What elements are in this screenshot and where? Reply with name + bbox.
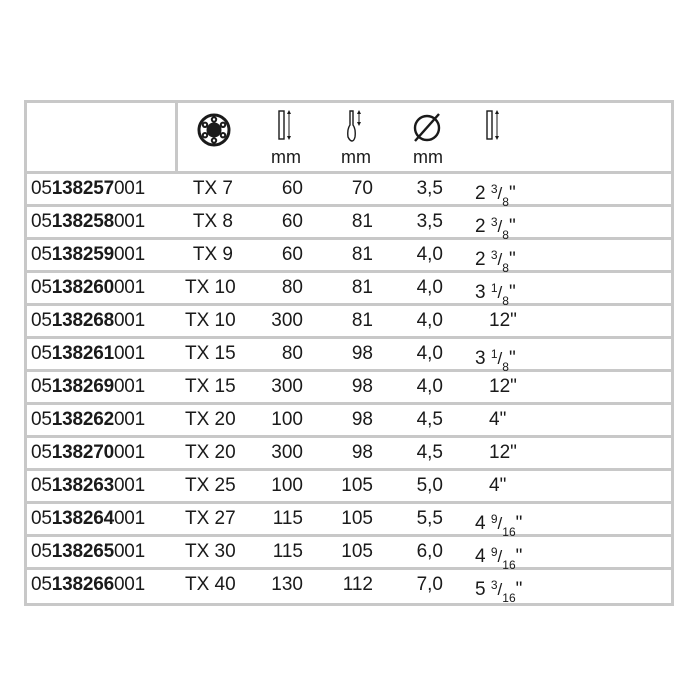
blade-length: 70 <box>351 178 373 199</box>
blade-length: 98 <box>351 409 373 430</box>
inch-mark: " <box>515 546 523 567</box>
overall-length: 130 <box>271 574 303 595</box>
article-core: 138269 <box>51 376 114 397</box>
inch-numerator: 9 <box>490 512 498 526</box>
header-divider <box>175 103 178 174</box>
article-suffix: 001 <box>113 277 146 298</box>
article-core: 138261 <box>51 343 114 364</box>
article-core: 138265 <box>51 541 114 562</box>
header-row <box>27 103 671 174</box>
inch-mark: " <box>508 249 516 270</box>
table-body <box>27 174 671 603</box>
unit-mm-2: mm <box>341 147 371 167</box>
article-number <box>31 438 145 468</box>
table-row <box>27 438 671 471</box>
article-suffix: 001 <box>113 508 146 529</box>
inch-numerator: 1 <box>490 281 498 295</box>
blade-length: 81 <box>351 277 373 298</box>
unit-mm-3: mm <box>413 147 443 167</box>
inch-denominator: 8 <box>502 294 509 308</box>
inch-numerator: 3 <box>490 248 498 262</box>
blade-length: 81 <box>351 244 373 265</box>
diameter: 6,0 <box>416 541 443 562</box>
inch-numerator: 1 <box>490 347 498 361</box>
blade-length: 98 <box>351 376 373 397</box>
article-prefix: 05 <box>31 442 52 463</box>
article-prefix: 05 <box>31 277 52 298</box>
table-row <box>27 471 671 504</box>
overall-length: 115 <box>272 508 303 529</box>
blade-length: 105 <box>341 508 373 529</box>
inch-denominator: 8 <box>502 228 509 242</box>
table-row <box>27 174 671 207</box>
article-prefix: 05 <box>31 178 52 199</box>
torx-size: TX 9 <box>192 244 233 265</box>
inch-length <box>489 438 517 468</box>
inch-length <box>475 537 523 572</box>
torx-size: TX 27 <box>185 508 236 529</box>
torx-size: TX 8 <box>192 211 233 232</box>
inch-whole: 2 <box>475 183 491 204</box>
fraction-slash: / <box>497 184 503 203</box>
article-prefix: 05 <box>31 475 52 496</box>
diameter: 5,0 <box>416 475 443 496</box>
table-row <box>27 372 671 405</box>
article-core: 138257 <box>51 178 114 199</box>
article-number <box>31 306 145 336</box>
inch-denominator: 8 <box>502 195 509 209</box>
inch-length <box>489 405 506 435</box>
overall-length: 300 <box>271 310 303 331</box>
diameter: 4,0 <box>416 310 443 331</box>
article-prefix: 05 <box>31 211 52 232</box>
article-number <box>31 240 145 270</box>
article-suffix: 001 <box>113 409 146 430</box>
blade-length: 98 <box>351 343 373 364</box>
article-core: 138264 <box>51 508 114 529</box>
fraction-slash: / <box>497 547 503 566</box>
article-core: 138270 <box>51 442 114 463</box>
inch-value: 4" <box>489 475 507 496</box>
fraction-slash: / <box>497 283 503 302</box>
article-suffix: 001 <box>113 475 146 496</box>
overall-length: 115 <box>272 541 303 562</box>
inch-mark: " <box>508 183 516 204</box>
inch-numerator: 3 <box>490 182 498 196</box>
fraction-slash: / <box>497 217 503 236</box>
article-suffix: 001 <box>113 442 146 463</box>
torx-size: TX 25 <box>185 475 236 496</box>
blade-length: 81 <box>351 310 373 331</box>
torx-size: TX 10 <box>185 310 236 331</box>
article-core: 138262 <box>51 409 114 430</box>
unit-mm-1: mm <box>271 147 301 167</box>
overall-length: 60 <box>281 178 303 199</box>
overall-length: 300 <box>271 442 303 463</box>
inch-mark: " <box>508 282 516 303</box>
blade-length-icon <box>345 109 363 143</box>
blade-length: 81 <box>351 211 373 232</box>
diameter-icon <box>411 111 443 143</box>
article-prefix: 05 <box>31 541 52 562</box>
inch-denominator: 16 <box>502 558 516 572</box>
article-number <box>31 537 145 567</box>
torx-size: TX 20 <box>185 442 236 463</box>
torx-plus-icon <box>197 113 231 147</box>
article-number <box>31 471 145 501</box>
article-core: 138268 <box>51 310 114 331</box>
torx-size: TX 15 <box>185 343 236 364</box>
inch-numerator: 3 <box>490 215 498 229</box>
table-row <box>27 537 671 570</box>
article-prefix: 05 <box>31 409 52 430</box>
table-row <box>27 504 671 537</box>
torx-size: TX 40 <box>185 574 236 595</box>
article-suffix: 001 <box>113 574 146 595</box>
diameter: 4,5 <box>416 409 443 430</box>
article-number <box>31 174 145 204</box>
table-row <box>27 339 671 372</box>
fraction-slash: / <box>497 514 503 533</box>
table-row <box>27 405 671 438</box>
article-suffix: 001 <box>113 244 146 265</box>
article-prefix: 05 <box>31 574 52 595</box>
inch-numerator: 9 <box>490 545 498 559</box>
article-core: 138260 <box>51 277 114 298</box>
article-prefix: 05 <box>31 244 52 265</box>
article-number <box>31 339 145 369</box>
inch-whole: 3 <box>475 348 491 369</box>
diameter: 3,5 <box>416 178 443 199</box>
inch-whole: 5 <box>475 579 491 600</box>
inch-denominator: 16 <box>502 591 516 605</box>
article-number <box>31 372 145 402</box>
article-core: 138259 <box>51 244 114 265</box>
article-number <box>31 504 145 534</box>
inch-mark: " <box>515 579 523 600</box>
table-row <box>27 207 671 240</box>
inch-length <box>475 207 516 242</box>
diameter: 4,0 <box>416 277 443 298</box>
article-suffix: 001 <box>113 178 146 199</box>
article-number <box>31 207 145 237</box>
inch-length-icon <box>485 109 501 143</box>
diameter: 5,5 <box>416 508 443 529</box>
torx-size: TX 10 <box>185 277 236 298</box>
torx-size: TX 7 <box>192 178 233 199</box>
fraction-slash: / <box>497 349 503 368</box>
article-prefix: 05 <box>31 376 52 397</box>
article-core: 138263 <box>51 475 114 496</box>
overall-length: 60 <box>281 211 303 232</box>
inch-whole: 4 <box>475 546 491 567</box>
inch-value: 12" <box>489 310 517 331</box>
inch-length <box>475 273 516 308</box>
inch-length <box>475 174 516 209</box>
inch-denominator: 8 <box>502 261 509 275</box>
overall-length: 60 <box>281 244 303 265</box>
inch-length <box>475 570 523 605</box>
table-row <box>27 273 671 306</box>
article-suffix: 001 <box>113 541 146 562</box>
inch-whole: 4 <box>475 513 491 534</box>
inch-mark: " <box>515 513 523 534</box>
diameter: 4,5 <box>416 442 443 463</box>
inch-whole: 3 <box>475 282 491 303</box>
blade-length: 98 <box>351 442 373 463</box>
table-row <box>27 570 671 603</box>
diameter: 4,0 <box>416 244 443 265</box>
article-core: 138258 <box>51 211 114 232</box>
diameter: 4,0 <box>416 376 443 397</box>
inch-length <box>489 372 517 402</box>
article-suffix: 001 <box>113 376 146 397</box>
diameter: 4,0 <box>416 343 443 364</box>
article-number <box>31 405 145 435</box>
article-suffix: 001 <box>113 343 146 364</box>
torx-size: TX 15 <box>185 376 236 397</box>
article-number <box>31 273 145 303</box>
blade-length: 105 <box>341 475 373 496</box>
fraction-slash: / <box>497 250 503 269</box>
fraction-slash: / <box>497 580 503 599</box>
torx-size: TX 30 <box>185 541 236 562</box>
inch-numerator: 3 <box>490 578 498 592</box>
spec-table <box>24 100 674 606</box>
inch-mark: " <box>508 348 516 369</box>
overall-length: 80 <box>281 277 303 298</box>
inch-value: 12" <box>489 376 517 397</box>
article-prefix: 05 <box>31 310 52 331</box>
overall-length: 100 <box>271 409 303 430</box>
article-core: 138266 <box>51 574 114 595</box>
inch-value: 12" <box>489 442 517 463</box>
article-number <box>31 570 145 600</box>
inch-whole: 2 <box>475 249 491 270</box>
inch-mark: " <box>508 216 516 237</box>
overall-length: 80 <box>281 343 303 364</box>
inch-value: 4" <box>489 409 507 430</box>
article-suffix: 001 <box>113 310 146 331</box>
bit-length-icon <box>277 109 293 143</box>
inch-length <box>489 471 506 501</box>
inch-whole: 2 <box>475 216 491 237</box>
diameter: 7,0 <box>416 574 443 595</box>
inch-denominator: 16 <box>502 525 516 539</box>
inch-length <box>475 504 523 539</box>
inch-denominator: 8 <box>502 360 509 374</box>
inch-length <box>475 339 516 374</box>
table-row <box>27 306 671 339</box>
inch-length <box>489 306 517 336</box>
diameter: 3,5 <box>416 211 443 232</box>
article-prefix: 05 <box>31 508 52 529</box>
overall-length: 300 <box>271 376 303 397</box>
torx-size: TX 20 <box>185 409 236 430</box>
overall-length: 100 <box>271 475 303 496</box>
article-suffix: 001 <box>113 211 146 232</box>
table-row <box>27 240 671 273</box>
blade-length: 105 <box>341 541 373 562</box>
article-prefix: 05 <box>31 343 52 364</box>
blade-length: 112 <box>342 574 373 595</box>
inch-length <box>475 240 516 275</box>
